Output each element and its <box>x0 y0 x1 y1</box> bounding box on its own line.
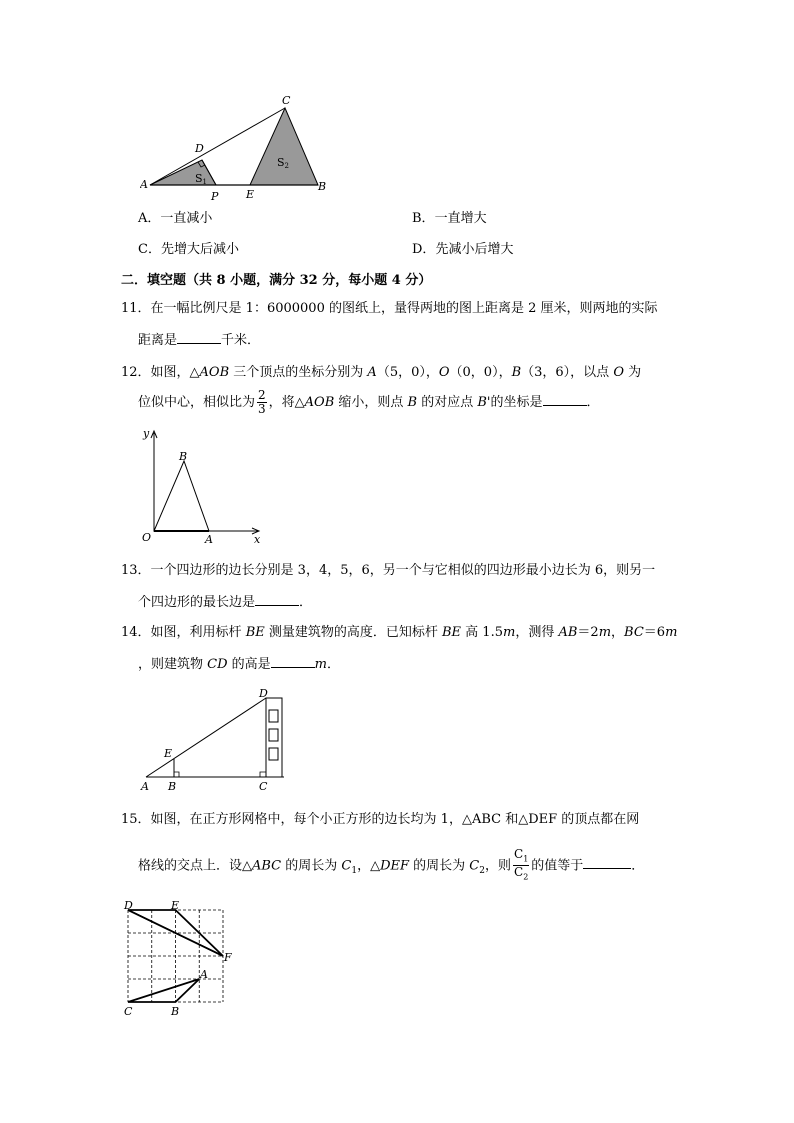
q14-line2: ，则建筑物 CD 的高是 m． <box>138 657 340 672</box>
label-f: F <box>224 951 232 964</box>
label-e: E <box>164 747 173 760</box>
q12-fraction: $\frac{2}{3}$ <box>258 388 266 416</box>
label-a: A <box>141 780 149 793</box>
s2-region <box>250 108 318 185</box>
label-y: y <box>143 427 150 440</box>
pole-right-angle <box>174 772 179 777</box>
q12-line1: 12．如图，△AOB 三个顶点的坐标分别为 A（5，0），O（0，0），B（3，6），以点 O 为 <box>121 365 642 380</box>
sight-line <box>146 698 266 777</box>
option-a[interactable]: A．一直减小 <box>138 211 213 226</box>
option-d[interactable]: D．先减小后增大 <box>412 242 514 257</box>
label-e: E <box>246 188 255 201</box>
q14-line1: 14．如图，利用标杆 BE 测量建筑物的高度．已知标杆 BE 高 1.5m，测得 AB＝2m，BC＝6m <box>121 625 678 640</box>
q14-figure <box>138 686 288 796</box>
label-p: P <box>211 190 219 203</box>
label-c: C <box>124 1005 133 1018</box>
label-d: D <box>259 687 268 700</box>
label-e: E <box>171 899 180 912</box>
option-b[interactable]: B．一直增大 <box>412 211 487 226</box>
label-b: B <box>168 780 177 793</box>
triangle-aob <box>154 461 209 531</box>
q11-answer-blank[interactable] <box>177 331 221 344</box>
section-heading: 二．填空题（共 8 小题，满分 32 分，每小题 4 分） <box>121 273 432 288</box>
label-o: O <box>142 531 152 544</box>
label-b: B <box>171 1005 180 1018</box>
label-b: B <box>318 180 327 193</box>
q15-fraction: $\frac{C_1}{C_2}$ <box>514 847 529 882</box>
q13-line1: 13．一个四边形的边长分别是 3，4，5，6，另一个与它相似的四边形最小边长为 6，则另一 <box>121 563 656 578</box>
q13-answer-blank[interactable] <box>255 593 299 606</box>
q10-figure <box>140 90 340 205</box>
building-right-angle <box>260 772 266 777</box>
q14-answer-blank[interactable] <box>271 655 315 668</box>
label-s1: S1 <box>195 172 208 186</box>
label-s2: S2 <box>277 156 290 170</box>
q15-answer-blank[interactable] <box>583 856 631 869</box>
q11-line2: 距离是 千米． <box>138 333 261 348</box>
label-a: A <box>200 968 208 981</box>
label-c: C <box>259 780 268 793</box>
label-a: A <box>140 178 148 191</box>
q11-line1: 11．在一幅比例尺是 1：6000000 的图纸上，量得两地的图上距离是 2 厘米，则两地的实际 <box>121 301 658 316</box>
label-x: x <box>254 533 261 546</box>
label-d: D <box>195 142 204 155</box>
q15-line2: 格线的交点上．设△ABC 的周长为 $C_1$，△DEF 的周长为 $C_2$，则 $\frac{C_1}{C_2}$ 的值等于 ． <box>138 847 645 882</box>
option-c[interactable]: C．先增大后减小 <box>138 242 239 257</box>
q15-figure <box>120 898 245 1023</box>
dashed-grid <box>128 910 223 1002</box>
label-a: A <box>205 533 213 546</box>
q12-answer-blank[interactable] <box>543 393 587 406</box>
label-b: B <box>179 450 188 463</box>
q12-figure <box>138 425 268 547</box>
q13-line2: 个四边形的最长边是 ． <box>138 595 313 610</box>
triangle-abc <box>128 979 199 1002</box>
q12-line2: 位似中心，相似比为 $\frac{2}{3}$ ，将△AOB 缩小，则点 B 的对应点 B'的坐标是 ． <box>138 388 600 416</box>
label-d: D <box>124 899 133 912</box>
q15-line1: 15．如图，在正方形网格中，每个小正方形的边长均为 1，△ABC 和△DEF 的顶点都在网 <box>121 812 640 827</box>
label-c: C <box>282 94 291 107</box>
